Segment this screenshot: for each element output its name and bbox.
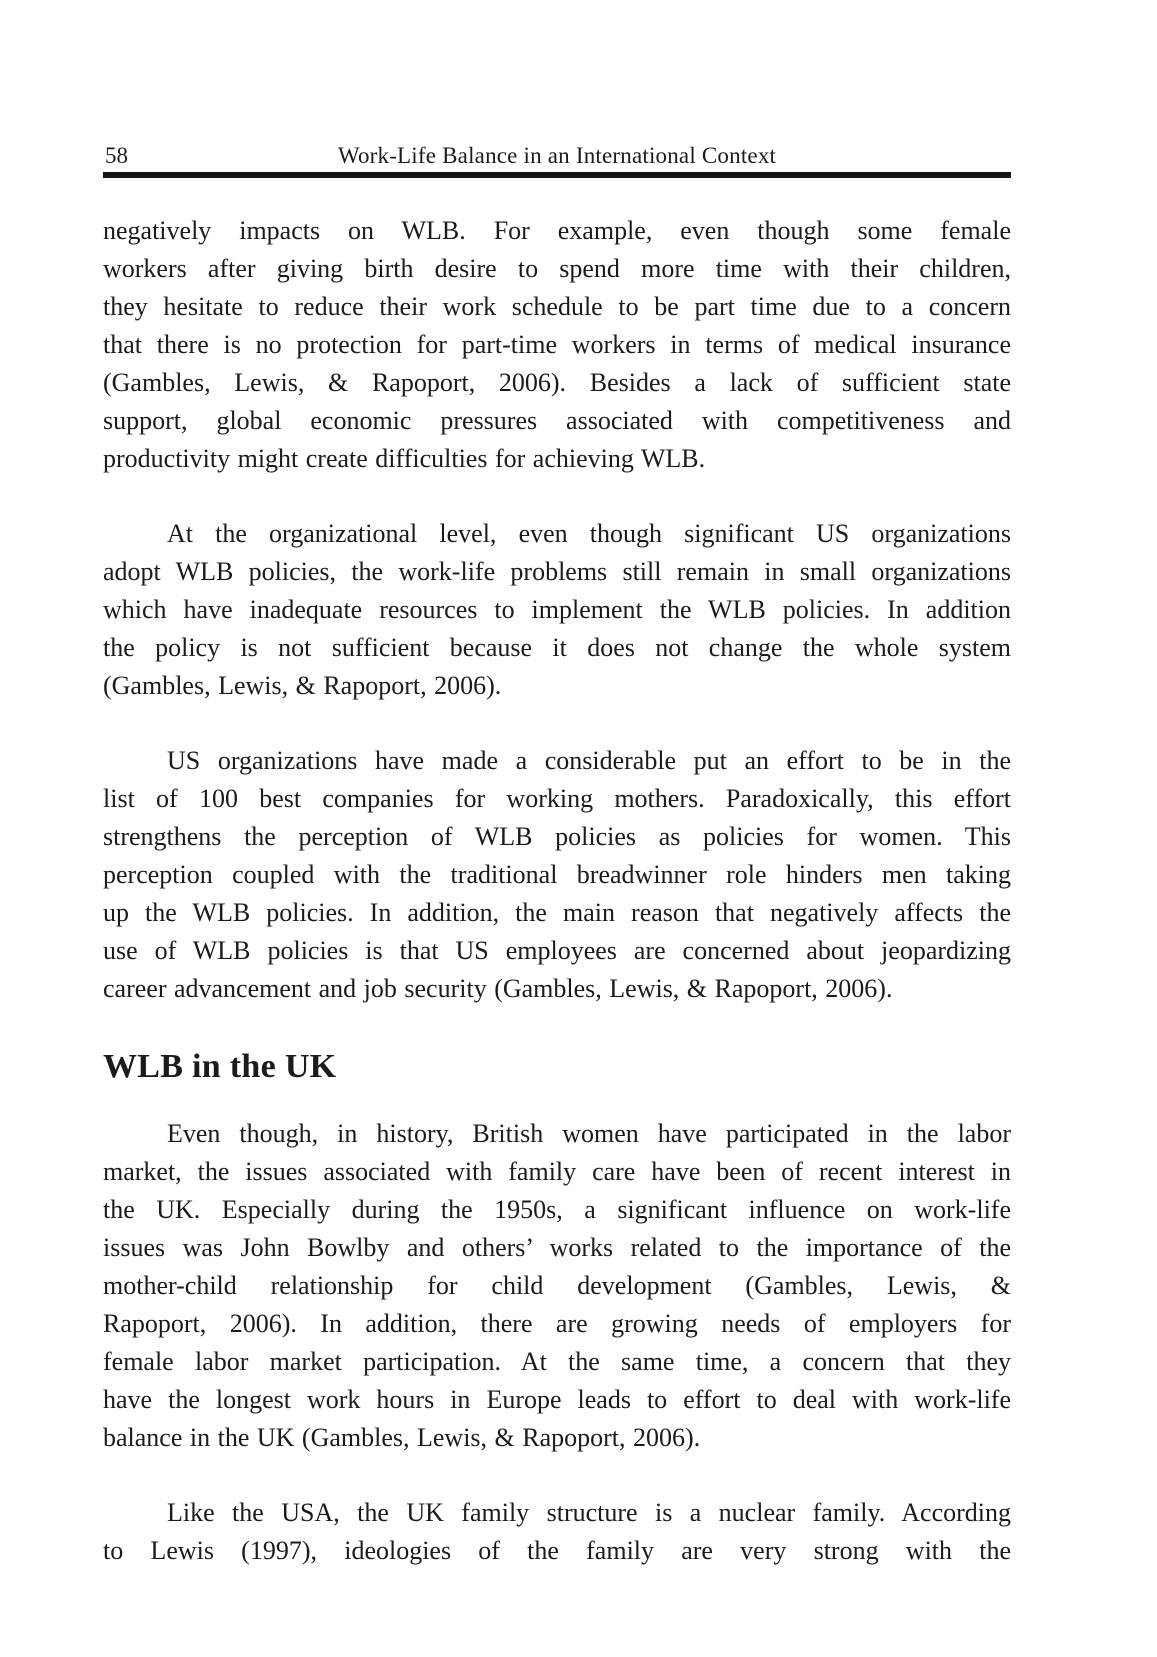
text-line: (Gambles, Lewis, & Rapoport, 2006). bbox=[103, 671, 502, 700]
text-line: Even though, in history, British women have participated in the labor bbox=[167, 1119, 1011, 1148]
page-number: 58 bbox=[105, 143, 128, 168]
text-line: adopt WLB policies, the work-life problems still remain in small organizations bbox=[103, 557, 1011, 586]
text-line: perception coupled with the traditional breadwinner role hinders men taking bbox=[103, 860, 1011, 889]
text-line: workers after giving birth desire to spend more time with their children, bbox=[103, 254, 1011, 283]
body-text bbox=[103, 212, 1011, 1570]
paragraph bbox=[103, 212, 1011, 478]
text-line: productivity might create difficulties for achieving WLB. bbox=[103, 444, 706, 473]
text-line: At the organizational level, even though significant US organizations bbox=[167, 519, 1011, 548]
paragraph bbox=[103, 1115, 1011, 1457]
running-title: Work-Life Balance in an International Context bbox=[337, 143, 777, 168]
text-line: they hesitate to reduce their work schedule to be part time due to a concern bbox=[103, 292, 1011, 321]
section-heading: WLB in the UK bbox=[103, 1048, 337, 1085]
text-line: female labor market participation. At the same time, a concern that they bbox=[103, 1347, 1011, 1376]
text-line: Rapoport, 2006). In addition, there are growing needs of employers for bbox=[103, 1309, 1011, 1338]
text-line: career advancement and job security (Gambles, Lewis, & Rapoport, 2006). bbox=[103, 974, 893, 1003]
header-rule bbox=[103, 172, 1011, 178]
text-line: to Lewis (1997), ideologies of the family are very strong with the bbox=[103, 1536, 1011, 1565]
text-line: issues was John Bowlby and others’ works related to the importance of the bbox=[103, 1233, 1011, 1262]
text-line: US organizations have made a considerable put an effort to be in the bbox=[167, 746, 1011, 775]
text-line: (Gambles, Lewis, & Rapoport, 2006). Besides a lack of sufficient state bbox=[103, 368, 1011, 397]
text-line: that there is no protection for part-time workers in terms of medical insurance bbox=[103, 330, 1011, 359]
text-line: support, global economic pressures associated with competitiveness and bbox=[103, 406, 1011, 435]
text-line: mother-child relationship for child development (Gambles, Lewis, & bbox=[103, 1271, 1011, 1300]
text-line: up the WLB policies. In addition, the main reason that negatively affects the bbox=[103, 898, 1011, 927]
text-line: which have inadequate resources to implement the WLB policies. In addition bbox=[103, 595, 1011, 624]
text-line: market, the issues associated with family care have been of recent interest in bbox=[103, 1157, 1011, 1186]
text-line: have the longest work hours in Europe leads to effort to deal with work-life bbox=[103, 1385, 1011, 1414]
paragraph bbox=[103, 742, 1011, 1008]
paragraph bbox=[103, 1494, 1011, 1570]
text-line: use of WLB policies is that US employees are concerned about jeopardizing bbox=[103, 936, 1011, 965]
page-header bbox=[103, 143, 1011, 171]
text-line: negatively impacts on WLB. For example, even though some female bbox=[103, 216, 1011, 245]
text-line: strengthens the perception of WLB policies as policies for women. This bbox=[103, 822, 1011, 851]
paragraph bbox=[103, 515, 1011, 705]
text-line: balance in the UK (Gambles, Lewis, & Rapoport, 2006). bbox=[103, 1423, 701, 1452]
text-line: list of 100 best companies for working mothers. Paradoxically, this effort bbox=[103, 784, 1011, 813]
page-content-area bbox=[103, 143, 1011, 1570]
text-line: Like the USA, the UK family structure is a nuclear family. According bbox=[167, 1498, 1011, 1527]
text-line: the UK. Especially during the 1950s, a significant influence on work-life bbox=[103, 1195, 1011, 1224]
text-line: the policy is not sufficient because it does not change the whole system bbox=[103, 633, 1011, 662]
